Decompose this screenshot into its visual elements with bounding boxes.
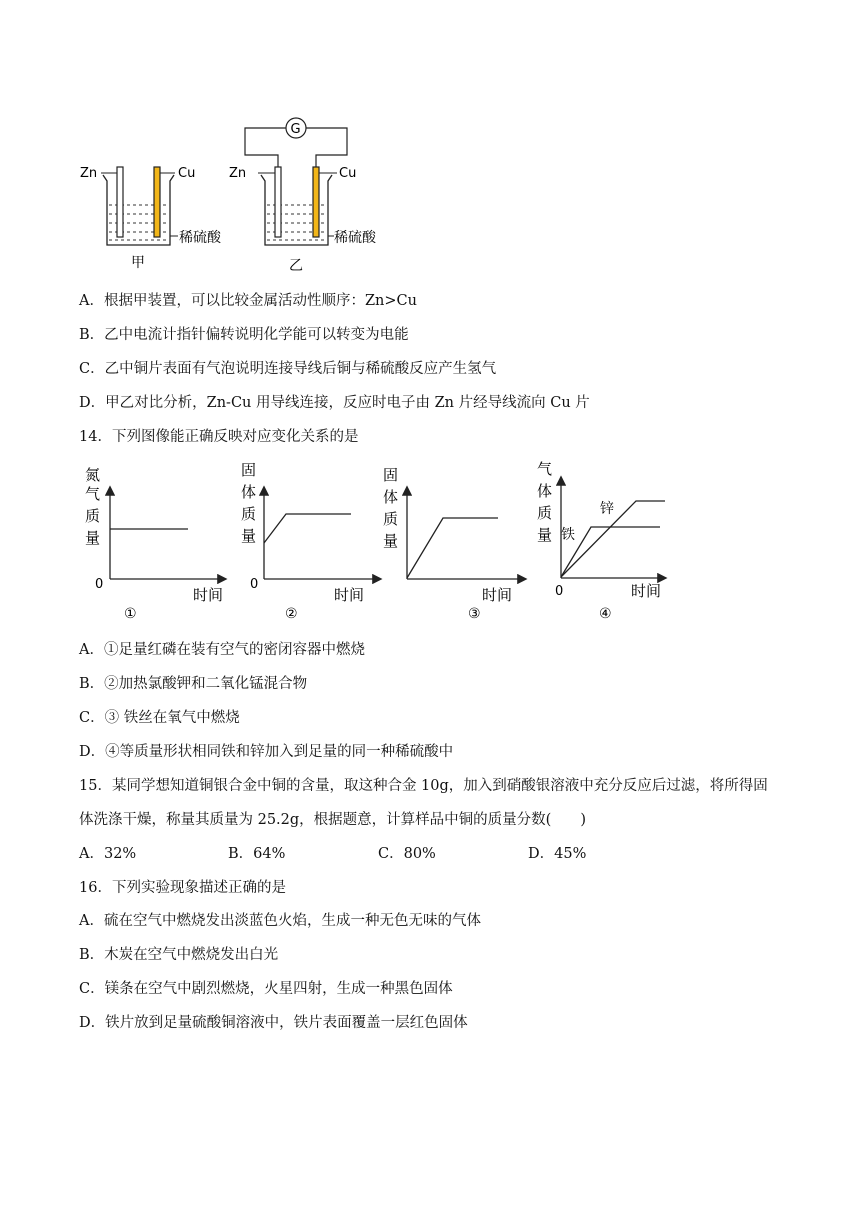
- cu-electrode-jia: [154, 167, 160, 237]
- svg-text:固: 固: [383, 466, 399, 484]
- q15-stem-line2: 体洗涤干燥，称量其质量为 25.2g，根据题意，计算样品中铜的质量分数( ): [79, 812, 586, 828]
- svg-text:气: 气: [85, 485, 101, 503]
- q13-option-a: A．根据甲装置，可以比较金属活动性顺序：Zn>Cu: [79, 293, 417, 309]
- q14-option-a: A．①足量红磷在装有空气的密闭容器中燃烧: [79, 642, 365, 658]
- svg-text:体: 体: [241, 483, 257, 501]
- graph-4-line-fe: [561, 527, 660, 577]
- svg-text:固: 固: [241, 461, 257, 479]
- svg-text:时间: 时间: [482, 586, 513, 604]
- apparatus-figure: [75, 115, 395, 280]
- cu-label-jia: Cu: [178, 166, 196, 181]
- q13-option-b: B．乙中电流计指针偏转说明化学能可以转变为电能: [79, 327, 409, 343]
- svg-text:0: 0: [95, 577, 104, 592]
- svg-text:②: ②: [285, 606, 298, 622]
- graph-2: [241, 461, 380, 622]
- svg-text:③: ③: [468, 606, 481, 622]
- svg-text:质: 质: [537, 504, 553, 522]
- graph-3-line: [407, 518, 498, 578]
- svg-text:时间: 时间: [193, 586, 224, 604]
- q16-option-d: D．铁片放到足量硫酸铜溶液中，铁片表面覆盖一层红色固体: [79, 1015, 468, 1031]
- q14-stem: 14．下列图像能正确反映对应变化关系的是: [79, 429, 359, 445]
- zn-electrode-jia: [117, 167, 123, 237]
- svg-text:氮: 氮: [85, 466, 101, 484]
- svg-text:④: ④: [599, 606, 612, 622]
- acid-label-jia: 稀硫酸: [179, 230, 221, 246]
- caption-yi: 乙: [289, 258, 303, 274]
- q14-option-c: C．③ 铁丝在氧气中燃烧: [79, 710, 240, 726]
- svg-text:质: 质: [383, 510, 399, 528]
- zn-label-yi: Zn: [229, 166, 247, 181]
- svg-text:量: 量: [241, 527, 257, 545]
- graph-2-line: [264, 514, 351, 543]
- svg-text:0: 0: [250, 577, 259, 592]
- svg-text:体: 体: [537, 482, 553, 500]
- q14-graphs: [75, 460, 675, 625]
- q16-option-b: B．木炭在空气中燃烧发出白光: [79, 947, 279, 963]
- q16-option-a: A．硫在空气中燃烧发出淡蓝色火焰，生成一种无色无味的气体: [79, 913, 481, 929]
- graph-4: [537, 460, 665, 622]
- svg-text:时间: 时间: [334, 586, 365, 604]
- svg-text:体: 体: [383, 488, 399, 506]
- q15-option-a: A．32%: [79, 846, 137, 862]
- q14-option-b: B．②加热氯酸钾和二氧化锰混合物: [79, 676, 308, 692]
- zn-label-jia: Zn: [80, 166, 98, 181]
- svg-text:0: 0: [555, 584, 564, 599]
- q14-option-d: D．④等质量形状相同铁和锌加入到足量的同一种稀硫酸中: [79, 744, 454, 760]
- q13-option-c: C．乙中铜片表面有气泡说明连接导线后铜与稀硫酸反应产生氢气: [79, 361, 497, 377]
- svg-text:气: 气: [537, 460, 553, 478]
- acid-label-yi: 稀硫酸: [334, 230, 376, 246]
- graph-1: [85, 466, 225, 622]
- q16-stem: 16．下列实验现象描述正确的是: [79, 880, 286, 896]
- svg-text:量: 量: [537, 526, 553, 544]
- svg-text:质: 质: [241, 505, 257, 523]
- beaker-jia: [80, 166, 222, 271]
- svg-text:①: ①: [124, 606, 137, 622]
- q15-option-d: D．45%: [528, 846, 587, 862]
- svg-text:时间: 时间: [631, 582, 662, 600]
- svg-text:量: 量: [85, 529, 101, 547]
- caption-jia: 甲: [131, 255, 145, 271]
- graph-3: [383, 466, 525, 622]
- q15-option-c: C．80%: [378, 846, 436, 862]
- q13-option-d: D．甲乙对比分析，Zn-Cu 用导线连接，反应时电子由 Zn 片经导线流向 Cu 片: [79, 395, 590, 411]
- q15-stem-line1: 15．某同学想知道铜银合金中铜的含量，取这种合金 10g，加入到硝酸银溶液中充分反应后过滤，将所得固: [79, 778, 768, 794]
- q15-option-b: B．64%: [228, 846, 286, 862]
- cu-electrode-yi: [313, 167, 319, 237]
- galvanometer-label: G: [290, 122, 301, 137]
- beaker-yi: [229, 118, 377, 274]
- graph-4-fe-label: 铁: [561, 527, 575, 543]
- svg-text:质: 质: [85, 507, 101, 525]
- q16-option-c: C．镁条在空气中剧烈燃烧，火星四射，生成一种黑色固体: [79, 981, 453, 997]
- cu-label-yi: Cu: [339, 166, 357, 181]
- graph-4-zn-label: 锌: [600, 501, 614, 517]
- zn-electrode-yi: [275, 167, 281, 237]
- svg-text:量: 量: [383, 532, 399, 550]
